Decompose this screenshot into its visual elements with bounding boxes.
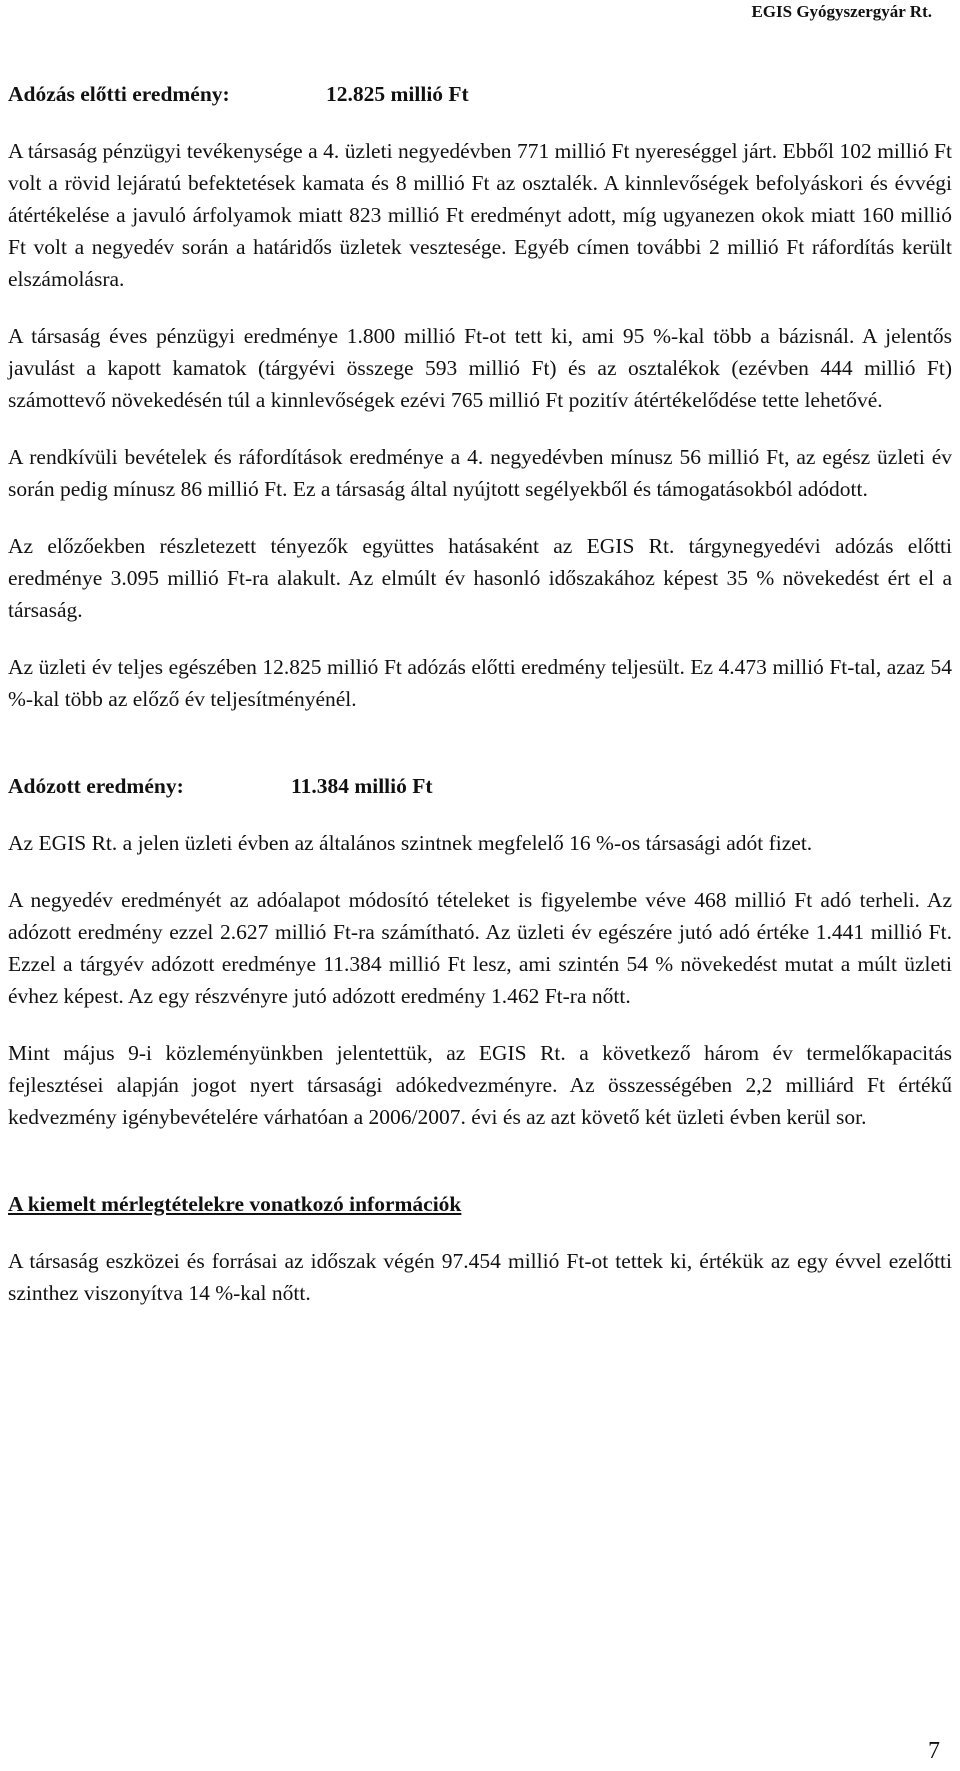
- paragraph: A társaság eszközei és forrásai az időszak végén 97.454 millió Ft-ot tettek ki, értékük az egy évvel ezelőtti szinthez viszonyítva 14 %-kal nőtt.: [8, 1249, 952, 1305]
- document-body: [8, 78, 952, 1309]
- aftertax-headline: [8, 770, 952, 802]
- paragraph: Az EGIS Rt. a jelen üzleti évben az általános szintnek megfelelő 16 %-os társasági adót fizet.: [8, 831, 813, 855]
- aftertax-value: 11.384 millió Ft: [291, 774, 433, 798]
- section-title-balance: A kiemelt mérlegtételekre vonatkozó információk: [8, 1192, 462, 1216]
- pretax-label: Adózás előtti eredmény:: [8, 82, 230, 106]
- paragraph: Mint május 9-i közleményünkben jelentettük, az EGIS Rt. a következő három év termelőkapacitás fejlesztései alapján jogot nyert társasági adókedvezményre. Az összességében 2,2 milliárd Ft értékű kedvezmény igénybevételére várhatóan a 2006/2007. évi és az azt követő két üzleti évben kerül sor.: [8, 1041, 952, 1129]
- paragraph: Az üzleti év teljes egészében 12.825 millió Ft adózás előtti eredmény teljesült. Ez 4.473 millió Ft-tal, azaz 54 %-kal több az előző év teljesítményénél.: [8, 655, 952, 711]
- paragraph: A társaság éves pénzügyi eredménye 1.800 millió Ft-ot tett ki, ami 95 %-kal több a bázisnál. A jelentős javulást a kapott kamatok (tárgyévi összege 593 millió Ft) és az osztalékok (ezévben 444 millió Ft) számottevő növekedésén túl a kinnlevőségek ezévi 765 millió Ft pozitív átértékelődése tette lehetővé.: [8, 324, 952, 412]
- pretax-headline: [8, 78, 952, 110]
- paragraph: A társaság pénzügyi tevékenysége a 4. üzleti negyedévben 771 millió Ft nyereséggel járt. Ebből 102 millió Ft volt a rövid lejáratú befektetések kamata és 8 millió Ft az osztalék. A kinnlevőségek befolyáskori és évvégi átértékelése a javuló árfolyamok miatt 823 millió Ft eredményt adott, míg ugyanezen okok miatt 160 millió Ft volt a negyedév során a határidős üzletek vesztesége. Egyéb címen további 2 millió Ft ráfordítás került elszámolásra.: [8, 139, 952, 291]
- paragraph: Az előzőekben részletezett tényezők együttes hatásaként az EGIS Rt. tárgynegyedévi adózás előtti eredménye 3.095 millió Ft-ra alakult. Az elmúlt év hasonló időszakához képest 35 % növekedést ért el a társaság.: [8, 534, 952, 622]
- paragraph: A negyedév eredményét az adóalapot módosító tételeket is figyelembe véve 468 millió Ft adó terheli. Az adózott eredmény ezzel 2.627 millió Ft-ra számítható. Az üzleti év egészére jutó adó értéke 1.441 millió Ft. Ezzel a tárgyév adózott eredménye 11.384 millió Ft lesz, ami szintén 54 % növekedést mutat a múlt üzleti évhez képest. Az egy részvényre jutó adózott eredmény 1.462 Ft-ra nőtt.: [8, 888, 952, 1008]
- page-number: 7: [928, 1738, 940, 1764]
- paragraph: A rendkívüli bevételek és ráfordítások eredménye a 4. negyedévben mínusz 56 millió Ft, az egész üzleti év során pedig mínusz 86 millió Ft. Ez a társaság által nyújtott segélyekből és támogatásokból adódott.: [8, 445, 952, 501]
- pretax-value: 12.825 millió Ft: [326, 82, 469, 106]
- aftertax-label: Adózott eredmény:: [8, 774, 184, 798]
- page-header-company: EGIS Gyógyszergyár Rt.: [751, 2, 932, 21]
